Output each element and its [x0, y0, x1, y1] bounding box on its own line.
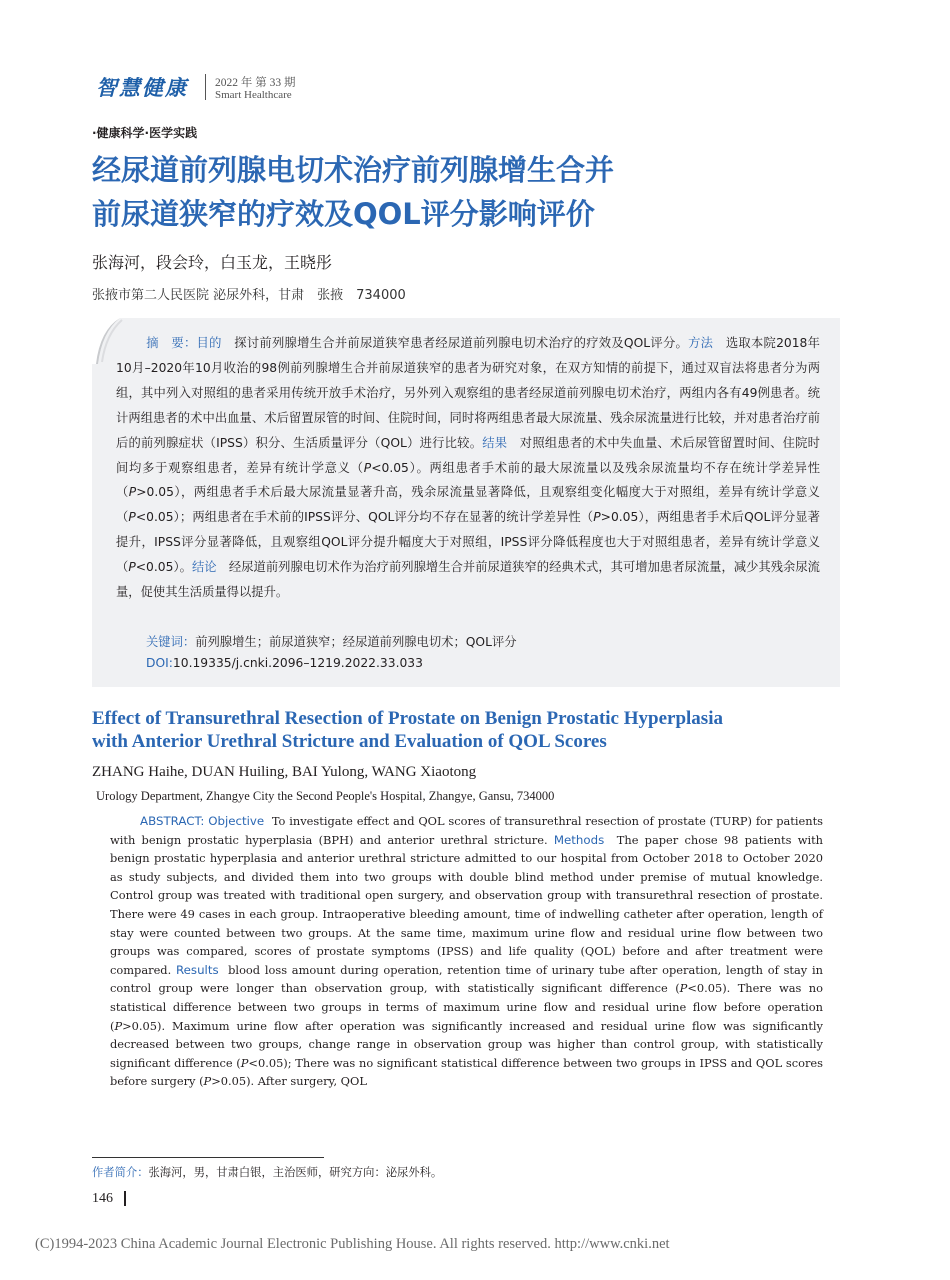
p-symbol: P — [128, 510, 136, 525]
footnote-divider — [92, 1157, 324, 1158]
results-en-label: Results — [176, 962, 219, 977]
footnote — [92, 1164, 442, 1180]
authors-en: ZHANG Haihe, DUAN Huiling, BAI Yulong, WANG Xiaotong — [92, 764, 477, 780]
results-text: >0.05），两组患者手术后QOL评分显著提升，IPSS评分显著降低，且观察组QOL评分提升幅度大于对照组，IPSS评分降低程度也大于对照组患者，差异有统计学意义（ — [116, 510, 820, 575]
objective-label: 目的 — [196, 336, 222, 350]
journal-logo: 智慧健康 — [96, 75, 188, 100]
abstract-en — [110, 812, 823, 1091]
abstract-en-label: ABSTRACT: — [140, 814, 205, 828]
methods-en-text: The paper chose 98 patients with benign prostatic hyperplasia and anterior urethral stricture admitted to our hospital from October 2018 to October 2020 as study subjects, and divided them into two groups with double blind method under premise of mutual knowledge. Control group was treated with traditional open surgery, and observation group with transurethral resection of prostate. There were 49 cases in each group. Intraoperative bleeding amount, time of indwelling catheter after operation, length of stay were counted between two groups. At the same time, maximum urine flow and residual urine flow between two groups was compared, scores of prostate symptoms (IPSS) and life quality (QOL) before and after treatment were compared. — [110, 832, 823, 977]
results-en-text: >0.05). Maximum urine flow after operation was significantly increased and residual urine flow was significantly decreased between two groups, change range in observation group was higher than control group, with statistically significant difference ( — [110, 1018, 823, 1070]
objective-text: 探讨前列腺增生合并前尿道狭窄患者经尿道前列腺电切术治疗的疗效及QOL评分。 — [234, 336, 689, 350]
results-en-text: >0.05). After surgery, QOL — [211, 1074, 367, 1089]
english-title-line-2: with Anterior Urethral Stricture and Evaluation of QOL Scores — [92, 731, 607, 752]
keywords — [146, 632, 517, 650]
p-symbol: P — [114, 1018, 123, 1033]
page-title — [92, 148, 852, 236]
p-symbol: P — [128, 485, 137, 500]
methods-en-label: Methods — [553, 832, 605, 847]
results-text: <0.05）；两组患者在手术前的IPSS评分、QOL评分均不存在显著的统计学差异性（ — [135, 510, 594, 525]
p-symbol: P — [128, 560, 136, 575]
doi-text: 10.19335/j.cnki.2096–1219.2022.33.033 — [172, 656, 423, 670]
p-symbol: P — [203, 1074, 212, 1089]
english-title-line-1: Effect of Transurethral Resection of Prostate on Benign Prostatic Hyperplasia — [92, 708, 723, 729]
p-symbol: P — [679, 981, 688, 996]
abstract-label: 摘 要： — [146, 336, 197, 350]
results-text: >0.05），两组患者手术后最大尿流量显著升高，残余尿流量显著降低，且观察组变化幅度大于对照组，差异有统计学意义（ — [116, 485, 820, 525]
conclusion-text: 经尿道前列腺电切术作为治疗前列腺增生合并前尿道狭窄的经典术式，其可增加患者尿流量，减少其残余尿流量，促使其生活质量得以提升。 — [116, 560, 820, 600]
p-symbol: P — [593, 510, 601, 525]
p-symbol: P — [363, 460, 372, 475]
page-number: 146 — [92, 1191, 113, 1206]
results-en-text: <0.05). There was no statistical difference between two groups in terms of maximum urine flow and residual urine flow before operation ( — [110, 981, 823, 1033]
keywords-label: 关键词： — [146, 635, 196, 649]
page-number-bar — [124, 1191, 126, 1206]
results-en-text: <0.05); There was no significant statistical difference between two groups in IPSS and QOL scores before surgery ( — [110, 1055, 823, 1089]
issue-line: 2022 年 第 33 期 — [215, 77, 296, 89]
results-text: <0.05）。 — [135, 560, 192, 575]
objective-en-text: To investigate effect and QOL scores of transurethral resection of prostate (TURP) for patients with benign prostatic hyperplasia (BPH) and anterior urethral stricture. — [110, 814, 823, 847]
english-title — [92, 707, 852, 753]
affiliation-en: Urology Department, Zhangye City the Second People's Hospital, Zhangye, Gansu, 734000 — [96, 789, 555, 803]
footnote-label: 作者简介： — [92, 1166, 149, 1179]
results-en-text: blood loss amount during operation, retention time of urinary tube after operation, length of stay in control group were longer than observation group, with statistically significant difference ( — [110, 962, 823, 996]
footnote-text: 张海河，男，甘肃白银，主治医师，研究方向：泌尿外科。 — [148, 1166, 443, 1179]
methods-label: 方法 — [688, 336, 714, 350]
column-label: ·健康科学·医学实践 — [92, 126, 198, 140]
conclusion-label: 结论 — [191, 560, 217, 575]
results-label: 结果 — [482, 435, 508, 450]
results-text: <0.05）。两组患者手术前的最大尿流量以及残余尿流量均不存在统计学差异性（ — [116, 460, 820, 500]
objective-en-label: Objective — [208, 814, 265, 828]
header-divider — [205, 74, 206, 100]
affiliation-cn: 张掖市第二人民医院 泌尿外科，甘肃 张掖 734000 — [92, 288, 406, 303]
results-text: 对照组患者的术中失血量、术后尿管留置时间、住院时间均多于观察组患者，差异有统计学意义（ — [116, 435, 820, 475]
abstract-cn — [116, 331, 820, 605]
title-line-1: 经尿道前列腺电切术治疗前列腺增生合并 — [92, 153, 615, 187]
copyright-notice: (C)1994-2023 China Academic Journal Electronic Publishing House. All rights reserved. http://www.cnki.net — [35, 1236, 670, 1252]
doi — [146, 656, 423, 670]
keywords-text: 前列腺增生；前尿道狭窄；经尿道前列腺电切术；QOL评分 — [195, 635, 517, 649]
p-symbol: P — [240, 1055, 249, 1070]
doi-label: DOI: — [146, 656, 173, 670]
journal-name-en: Smart Healthcare — [215, 89, 292, 101]
title-line-2: 前尿道狭窄的疗效及QOL评分影响评价 — [92, 197, 595, 231]
methods-text: 选取本院2018年10月–2020年10月收治的98例前列腺增生合并前尿道狭窄的患者为研究对象，在双方知情的前提下，通过双盲法将患者分为两组，其中列入对照组的患者采用传统开放手术治疗，另外列入观察组的患者经尿道前列腺电切术治疗，两组内各有49例患者。统计两组患者的术中出血量、术后留置尿管的时间、住院时间，同时将两组患者最大尿流量、残余尿流量进行比较，并对患者治疗前后的前列腺症状（IPSS）积分、生活质量评分（QOL）进行比较。 — [116, 336, 820, 450]
authors-cn: 张海河，段会玲，白玉龙，王晓彤 — [92, 253, 333, 272]
